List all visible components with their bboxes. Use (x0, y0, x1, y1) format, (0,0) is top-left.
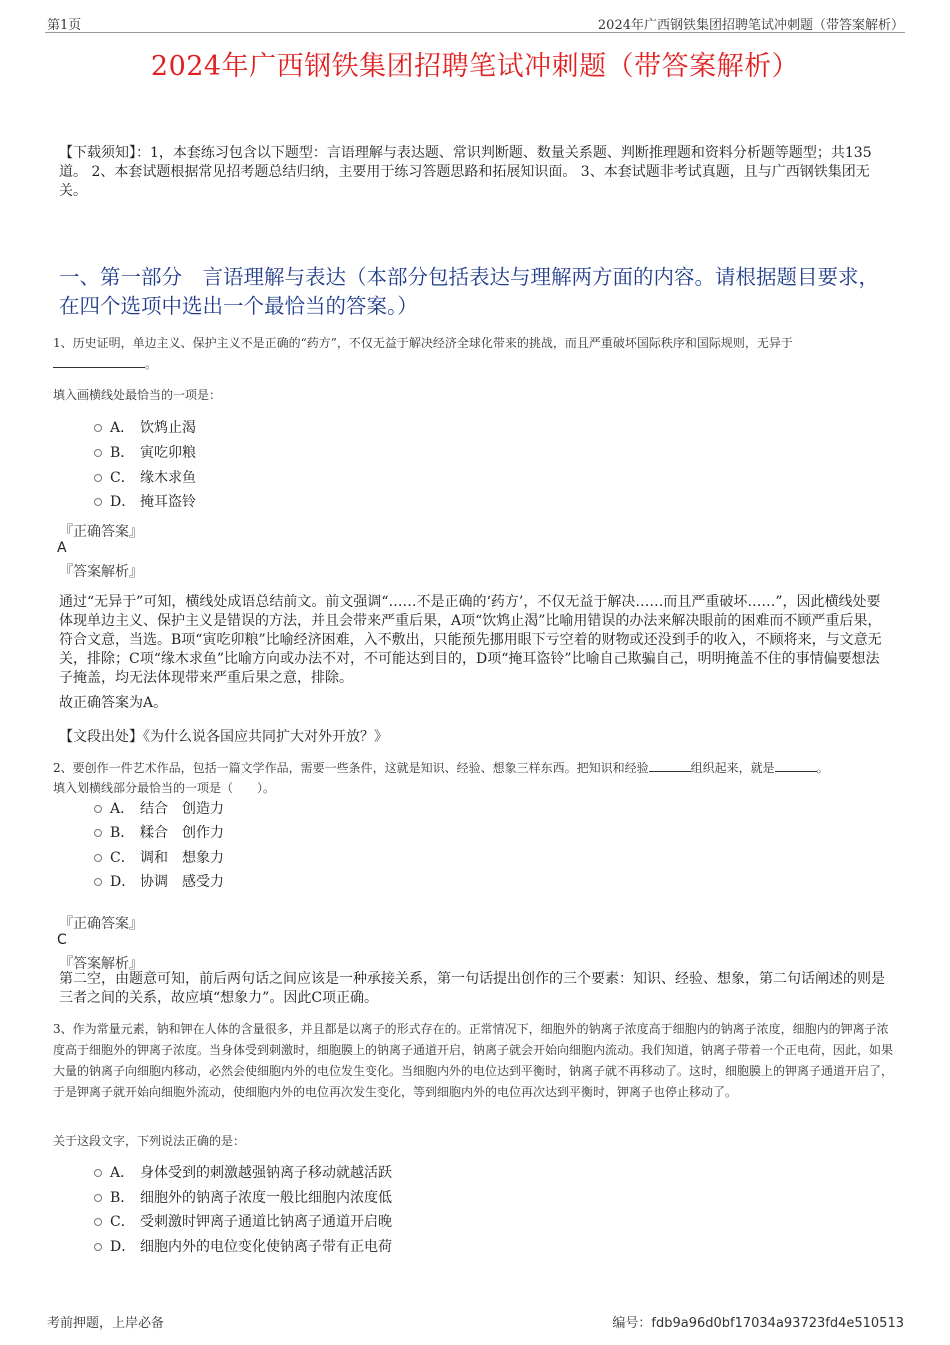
document-title: 2024年广西钢铁集团招聘笔试冲刺题（带答案解析） (150, 51, 800, 82)
option-letter: B． (110, 1190, 135, 1206)
question-1-stem: 1、历史证明，单边主义、保护主义不是正确的“药方”，不仅无益于解决经济全球化带来的挑战，而且严重破坏国际秩序和国际规则，无异于 (53, 336, 793, 350)
option-letter: A． (110, 420, 135, 436)
answer-blank (649, 759, 691, 772)
question-1-option-d[interactable] (94, 490, 196, 514)
question-3-option-c[interactable] (94, 1210, 392, 1234)
question-1-analysis: 通过“无异于”可知，横线处成语总结前文。前文强调“……不是正确的‘药方’，不仅无益于解决……而且严重破坏……”，因此横线处要体现单边主义、保护主义是错误的方法，并且会带来严重后果，A项“饮鸩止渴”比喻用错误的办法来解决眼前的困难而不顾严重后果，符合文意，当选。B项“寅吃卯粮”比喻经济困难，入不敷出，只能预先挪用眼下亏空着的财物或还没到手的收入，不顾将来，与文意无关，排除；C项“缘木求鱼”比喻方向或办法不对，不可能达到目的，D项“掩耳盗铃”比喻自己欺骗自己，明明掩盖不住的事情偏要想法子掩盖，均无法体现带来严重后果之意，排除。 (59, 594, 882, 686)
question-1-stem-end: 。 (145, 357, 158, 371)
header-divider (45, 32, 905, 33)
radio-icon[interactable] (94, 1169, 102, 1177)
radio-icon[interactable] (94, 1218, 102, 1226)
question-3-option-d[interactable] (94, 1235, 392, 1259)
question-3-option-b[interactable] (94, 1186, 392, 1210)
question-2-analysis: 第二空，由题意可知，前后两句话之间应该是一种承接关系，第一句话提出创作的三个要素：知识、经验、想象，第二句话阐述的则是三者之间的关系，故应填“想象力”。因此C项正确。 (59, 971, 885, 1006)
question-3-text: 3、作为常量元素，钠和钾在人体的含量很多，并且都是以离子的形式存在的。正常情况下，细胞外的钠离子浓度高于细胞内的钠离子浓度，细胞内的钾离子浓度高于细胞外的钾离子浓度。当身体受到刺激时，细胞膜上的钠离子通道开启，钠离子就会开始向细胞内流动。我们知道，钠离子带着一个正电荷，因此，如果大量的钠离子向细胞内移动，必然会使细胞内外的电位发生变化。当细胞内外的电位达到平衡时，钠离子就不再移动了。这时，细胞膜上的钾离子通道开启了，于是钾离子就开始向细胞外流动，使细胞内外的电位再次发生变化，等到细胞内外的电位再次达到平衡时，钾离子也停止移动了。 (53, 1022, 894, 1099)
answer-blank (53, 355, 145, 368)
option-text: 寅吃卯粮 (140, 445, 196, 461)
option-text: 糅合 创作力 (140, 825, 224, 841)
radio-icon[interactable] (94, 878, 102, 886)
option-letter: D． (110, 874, 136, 890)
option-text: 细胞内外的电位变化使钠离子带有正电荷 (140, 1239, 392, 1255)
footer-slogan: 考前押题，上岸必备 (47, 1316, 165, 1331)
option-letter: C． (110, 470, 135, 486)
radio-icon[interactable] (94, 498, 102, 506)
option-text: 受刺激时钾离子通道比钠离子通道开启晚 (140, 1214, 392, 1230)
question-1-conclusion: 故正确答案为A。 (59, 695, 168, 711)
header-doc-title: 2024年广西钢铁集团招聘笔试冲刺题（带答案解析） (597, 18, 904, 33)
question-1-text (53, 333, 898, 375)
question-2-stem-b: 组织起来，就是 (690, 761, 775, 775)
option-text: 缘木求鱼 (140, 470, 196, 486)
question-1-analysis-label: 『答案解析』 (59, 564, 143, 580)
question-1-source: 【文段出处】《为什么说各国应共同扩大对外开放？》 (59, 729, 388, 745)
option-text: 结合 创造力 (140, 801, 224, 817)
radio-icon[interactable] (94, 474, 102, 482)
question-1-answer-label: 『正确答案』 (59, 524, 143, 540)
radio-icon[interactable] (94, 829, 102, 837)
option-text: 细胞外的钠离子浓度一般比细胞内浓度低 (140, 1190, 392, 1206)
question-2-text (53, 758, 898, 779)
question-2-answer-label: 『正确答案』 (59, 916, 143, 932)
radio-icon[interactable] (94, 854, 102, 862)
option-letter: B． (110, 445, 135, 461)
footer-code-value: fdb9a96d0bf17034a93723fd4e510513 (651, 1316, 904, 1331)
radio-icon[interactable] (94, 1194, 102, 1202)
question-1-option-a[interactable] (94, 416, 196, 440)
download-notice: 【下载须知】：1，本套练习包含以下题型：言语理解与表达题、常识判断题、数量关系题、判断推理题和资料分析题等题型；共135道。 2、本套试题根据常见招考题总结归纳，主要用于练习答题思路和拓展知识面。 3、本套试题非考试真题，且与广西钢铁集团无关。 (59, 145, 872, 199)
question-2-option-d[interactable] (94, 870, 224, 894)
question-1-option-b[interactable] (94, 441, 196, 465)
option-letter: A． (110, 801, 135, 817)
option-letter: D． (110, 1239, 136, 1255)
question-1-option-c[interactable] (94, 466, 196, 490)
page-number: 第1页 (47, 18, 82, 33)
question-3-option-a[interactable] (94, 1161, 392, 1185)
question-2-option-c[interactable] (94, 846, 224, 870)
option-text: 饮鸩止渴 (140, 420, 196, 436)
option-text: 调和 想象力 (140, 850, 224, 866)
question-2-option-b[interactable] (94, 821, 224, 845)
question-2-answer: C (57, 932, 67, 948)
footer-code (612, 1312, 904, 1331)
answer-blank (775, 759, 817, 772)
radio-icon[interactable] (94, 449, 102, 457)
option-letter: C． (110, 1214, 135, 1230)
option-letter: B． (110, 825, 135, 841)
radio-icon[interactable] (94, 424, 102, 432)
question-2-stem-a: 2、要创作一件艺术作品，包括一篇文学作品，需要一些条件，这就是知识、经验、想象三样东西。把知识和经验 (53, 761, 649, 775)
radio-icon[interactable] (94, 1243, 102, 1251)
question-2-prompt: 填入划横线部分最恰当的一项是（ ）。 (53, 781, 276, 795)
question-2-stem-c: 。 (816, 761, 829, 775)
option-letter: C． (110, 850, 135, 866)
section-heading: 一、第一部分 言语理解与表达（本部分包括表达与理解两方面的内容。请根据题目要求，在四个选项中选出一个最恰当的答案。） (59, 265, 879, 318)
question-1-answer: A (57, 540, 67, 556)
question-2-analysis-label: 『答案解析』 (59, 956, 143, 972)
option-text: 掩耳盗铃 (140, 494, 196, 510)
option-text: 协调 感受力 (140, 874, 224, 890)
option-letter: A． (110, 1165, 135, 1181)
radio-icon[interactable] (94, 805, 102, 813)
option-letter: D． (110, 494, 136, 510)
footer-code-label: 编号： (612, 1316, 652, 1331)
question-1-prompt: 填入画横线处最恰当的一项是： (53, 388, 222, 402)
question-2-option-a[interactable] (94, 797, 224, 821)
question-3-prompt: 关于这段文字，下列说法正确的是： (53, 1134, 246, 1148)
option-text: 身体受到的刺激越强钠离子移动就越活跃 (140, 1165, 392, 1181)
